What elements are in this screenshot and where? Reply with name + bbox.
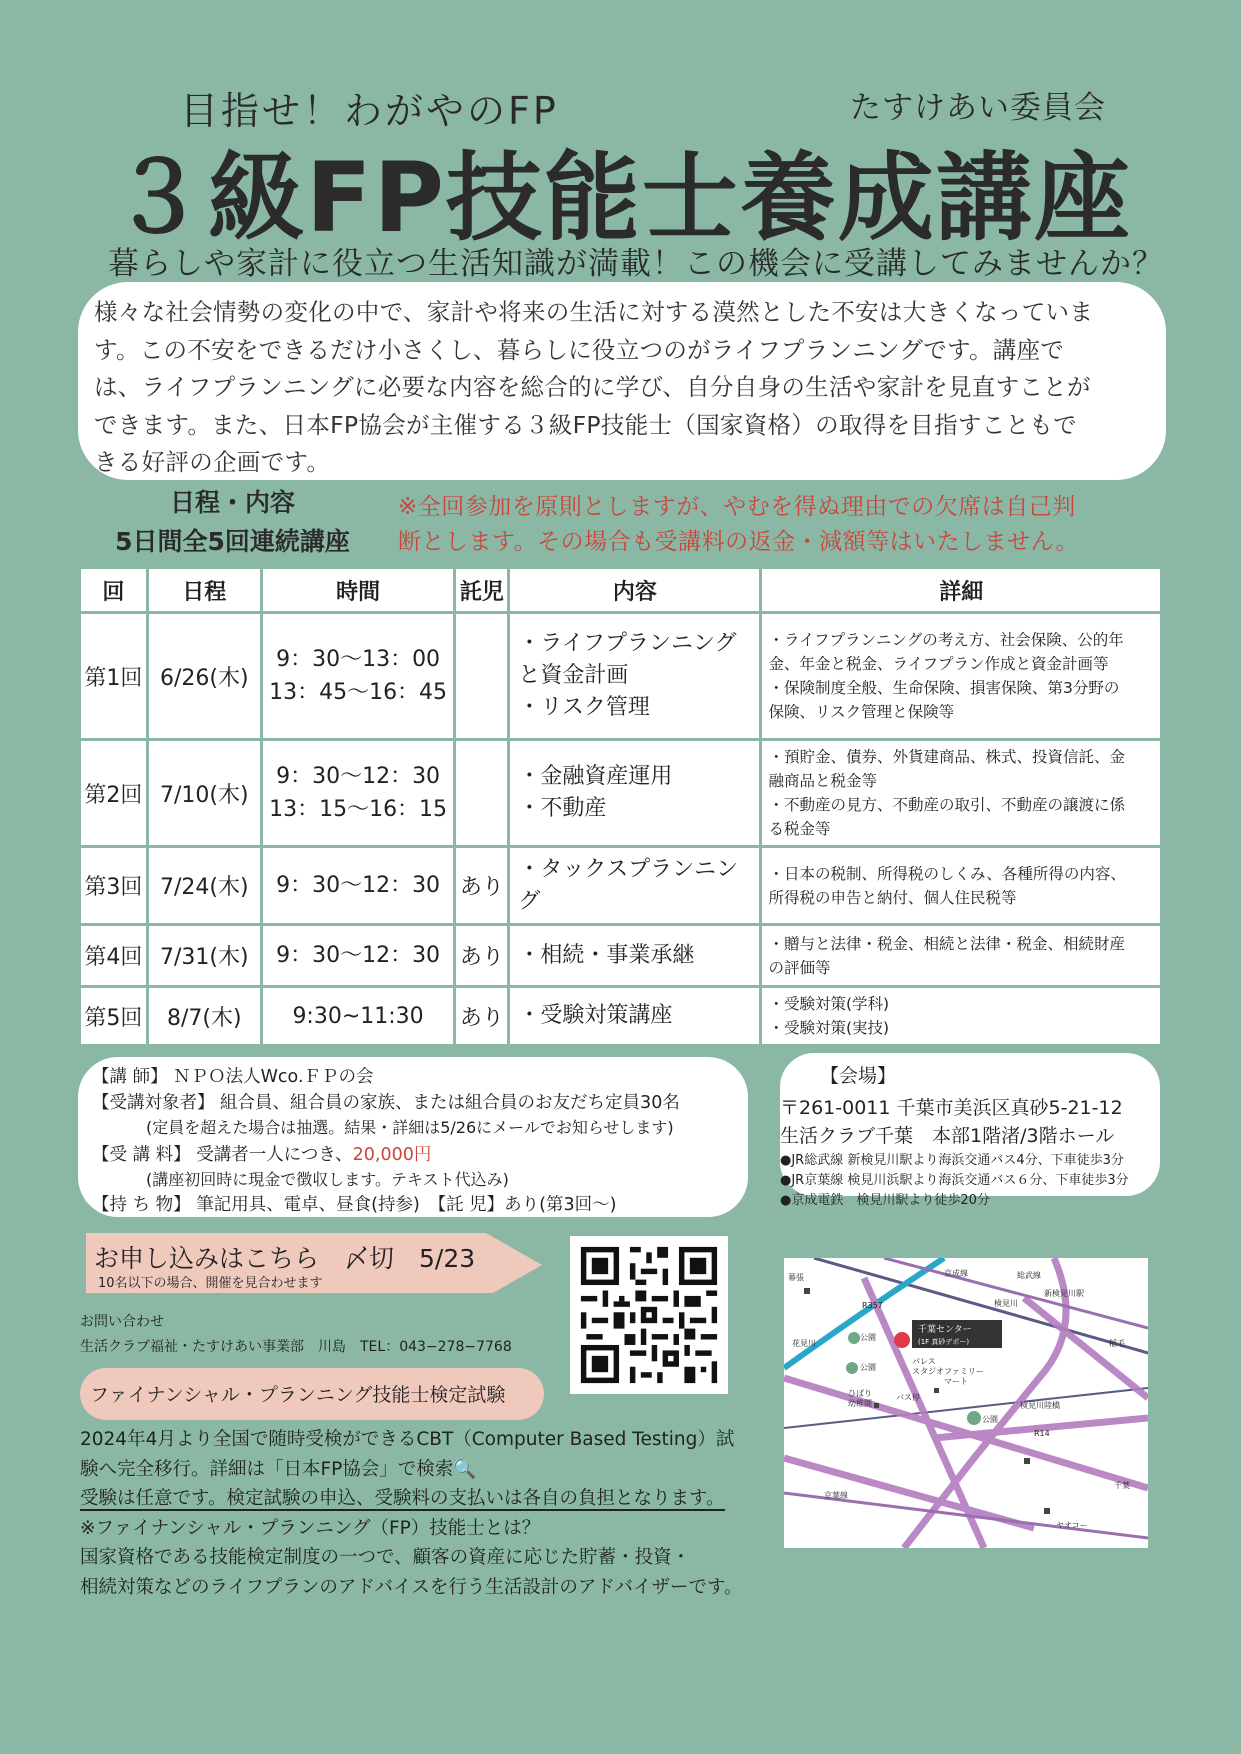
svg-text:R14: R14 <box>1034 1429 1050 1438</box>
contact-info: お問い合わせ 生活クラブ福祉・たすけあい事業部 川島 TEL：043−278−7768 <box>80 1314 512 1355</box>
header-time: 時間 <box>261 568 455 613</box>
apply-banner[interactable] <box>86 1233 546 1293</box>
svg-text:バス停: バス停 <box>896 1393 920 1402</box>
svg-text:パレス: パレス <box>912 1357 936 1366</box>
schedule-table <box>78 566 1163 1047</box>
svg-text:新検見川駅: 新検見川駅 <box>1044 1289 1084 1298</box>
table-row: 第4回 7/31(木) 9：30〜12：30 あり ・相続・事業承継 ・贈与と法律・税金、相続と法律・税金、相続財産 の評価等 <box>80 925 1162 987</box>
table-row: 第5回 8/7(木) 9:30~11:30 あり ・受験対策講座 ・受験対策(学科) ・受験対策(実技) <box>80 987 1162 1046</box>
attendance-notice: ※全回参加を原則としますが、やむを得ぬ理由での欠席は自己判 断とします。その場合も受講料の返金・減額等はいたしません。 <box>398 494 1080 555</box>
svg-text:ひばり: ひばり <box>848 1389 872 1398</box>
exam-heading-pill: ファイナンシャル・プランニング技能士検定試験 <box>80 1368 544 1420</box>
svg-text:(1F 真砂デポー): (1F 真砂デポー) <box>918 1338 970 1346</box>
venue-address: 〒261-0011 千葉市美浜区真砂5-21-12 <box>780 1097 1123 1119</box>
table-row: 第2回 7/10(木) 9：30〜12：30 13：15〜16：15 ・金融資産運用 ・不動産 ・預貯金、債券、外貨建商品、株式、投資信託、金 融商品と税金等 ・不動産の見方、不動産の取引、不動産の譲渡に係 る税金等 <box>80 740 1162 847</box>
svg-text:R357: R357 <box>862 1301 883 1310</box>
venue-marker-icon <box>894 1332 910 1348</box>
svg-text:公園: 公園 <box>982 1415 998 1424</box>
catchphrase: 暮らしや家計に役立つ生活知識が満載！この機会に受講してみませんか？ <box>108 246 1164 282</box>
svg-text:スタジオ: スタジオ <box>912 1367 944 1376</box>
svg-text:公園: 公園 <box>860 1333 876 1342</box>
svg-text:稲毛: 稲毛 <box>1109 1339 1125 1348</box>
qr-code-icon[interactable] <box>570 1236 728 1394</box>
fee-amount: 20,000円 <box>352 1145 432 1165</box>
intro-box <box>78 282 1166 480</box>
venue-map <box>784 1258 1148 1548</box>
svg-text:検見川陸橋: 検見川陸橋 <box>1020 1401 1060 1410</box>
qr-code-graphic <box>570 1236 728 1394</box>
table-header-row <box>80 568 1162 613</box>
fee-line: 【受 講 料】 受講者一人につき、20,000円 <box>92 1145 432 1165</box>
venue-title: 【会場】 <box>820 1065 897 1087</box>
header-date: 日程 <box>147 568 261 613</box>
svg-text:マート: マート <box>944 1377 968 1386</box>
table-row: 第1回 6/26(木) 9：30〜13：00 13：45〜16：45 ・ライフプランニング と資金計画 ・リスク管理 ・ライフプランニングの考え方、社会保険、公的年 金、年金と税金、ライフプラン作成と資金計画等 ・保険制度全般、生命保険、損害保険、第3分野の 保険、リスク管理と保険等 <box>80 613 1162 740</box>
venue-place: 生活クラブ千葉 本部1階渚/3階ホール <box>780 1125 1115 1147</box>
svg-text:花見川: 花見川 <box>792 1339 816 1348</box>
svg-text:千葉センター: 千葉センター <box>918 1325 972 1335</box>
organizer: たすけあい委員会 <box>850 90 1106 126</box>
apply-label: お申し込みはこちら 〆切 5/23 <box>94 1244 476 1273</box>
apply-note: 10名以下の場合、開催を見合わせます <box>98 1276 323 1291</box>
course-info-box: 【講 師】 ＮＰＯ法人Wco.ＦＰの会 【受講対象者】 組合員、組合員の家族、または組合員のお友だち定員30名 (定員を超えた場合は抽選。結果・詳細は5/26にメールでお知らせします) 【受 講 料】 受講者一人につき、20,000円 (講座初回時に現金で徴収します。テキスト代込み) 【持 ち 物】 筆記用具、電卓、昼食(持参) 【託 児】あり(第3回〜) <box>78 1057 748 1217</box>
svg-text:ファミリー: ファミリー <box>944 1367 984 1376</box>
svg-text:千葉: 千葉 <box>1114 1481 1130 1490</box>
subtitle: 目指せ！わがやのFP <box>180 89 559 133</box>
table-row: 第3回 7/24(木) 9：30〜12：30 あり ・タックスプランニング ・日本の税制、所得税のしくみ、各種所得の内容、 所得税の申告と納付、個人住民税等 <box>80 847 1162 925</box>
svg-text:ヤオコー: ヤオコー <box>1056 1521 1088 1530</box>
header-content: 内容 <box>509 568 761 613</box>
svg-text:京成線: 京成線 <box>944 1269 968 1278</box>
svg-text:幼稚園: 幼稚園 <box>848 1399 872 1408</box>
header-childcare: 託児 <box>455 568 509 613</box>
header-detail: 詳細 <box>761 568 1162 613</box>
svg-text:公園: 公園 <box>860 1363 876 1372</box>
svg-text:総武線: 総武線 <box>1017 1271 1041 1280</box>
header-no: 回 <box>80 568 148 613</box>
intro-text: 様々な社会情勢の変化の中で、家計や将来の生活に対する漠然とした不安は大きくなっていま す。この不安をできるだけ小さくし、暮らしに役立つのがライフプランニングです。講座で は、ライフプランニングに必要な内容を総合的に学び、自分自身の生活や家計を見直すことが できます。また、日本FP協会が主催する３級FP技能士（国家資格）の取得を目指すこともで きる好評の企画です。 <box>94 298 1094 477</box>
map-graphic <box>784 1258 1148 1548</box>
svg-text:検見川: 検見川 <box>994 1299 1018 1308</box>
svg-text:京葉線: 京葉線 <box>824 1491 848 1500</box>
venue-box: 【会場】 〒261-0011 千葉市美浜区真砂5-21-12 生活クラブ千葉 本部1階渚/3階ホール ●JR総武線 新検見川駅より海浜交通バス4分、下車徒歩3分 ●JR京葉線 検見川浜駅より海浜交通バス６分、下車徒歩3分 ●京成電鉄 検見川駅より徒歩20分 <box>780 1053 1160 1196</box>
exam-info: 2024年4月より全国で随時受検ができるCBT（Computer Based Testing）試 験へ完全移行。詳細は「日本FP協会」で検索🔍 受験は任意です。検定試験の申込、受験料の支払いは各自の負担となります。 ※ファイナンシャル・プランニング（FP）技能士とは？ 国家資格である技能検定制度の一つで、顧客の資産に応じた貯蓄・投資・ 相続対策などのライフプランのアドバイスを行う生活設計のアドバイザーです。 <box>80 1429 743 1598</box>
svg-text:幕張: 幕張 <box>788 1273 804 1282</box>
schedule-heading: 日程・内容 5日間全5回連続講座 <box>115 488 350 556</box>
page-title: ３級FP技能士養成講座 <box>110 142 1132 254</box>
